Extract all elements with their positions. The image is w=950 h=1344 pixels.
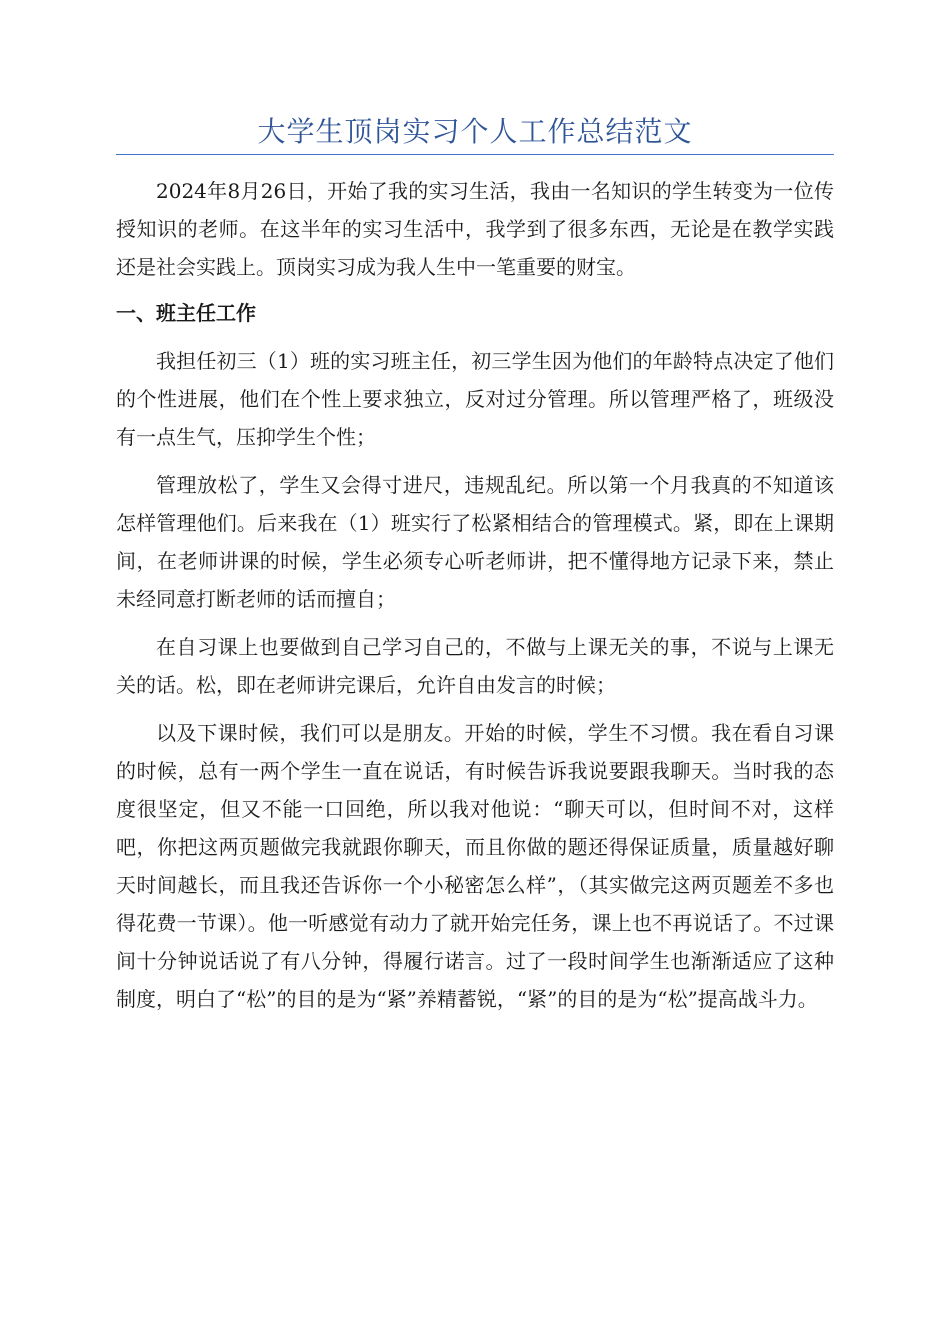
body-paragraph-1: 我担任初三（1）班的实习班主任，初三学生因为他们的年龄特点决定了他们的个性进展，他们在个性上要求独立，反对过分管理。所以管理严格了，班级没有一点生气，压抑学生个性；: [116, 349, 834, 449]
body-paragraph-4: 以及下课时候，我们可以是朋友。开始的时候，学生不习惯。我在看自习课的时候，总有一两个学生一直在说话，有时候告诉我说要跟我聊天。当时我的态度很坚定，但又不能一口回绝，所以我对他说：“聊天可以，但时间不对，这样吧，你把这两页题做完我就跟你聊天，而且你做的题还得保证质量，质量越好聊天时间越长，而且我还告诉你一个小秘密怎么样”，（其实做完这两页题差不多也得花费一节课）。他一听感觉有动力了就开始完任务，课上也不再说话了。不过课间十分钟说话说了有八分钟，得履行诺言。过了一段时间学生也渐渐适应了这种制度，明白了“松”的目的是为“紧”养精蓄锐，“紧”的目的是为“松”提高战斗力。: [116, 721, 834, 1011]
title-underline: [116, 154, 834, 155]
document-title: 大学生顶岗实习个人工作总结范文: [257, 115, 693, 148]
body-paragraph-2: 管理放松了，学生又会得寸进尺，违规乱纪。所以第一个月我真的不知道该怎样管理他们。后来我在（1）班实行了松紧相结合的管理模式。紧，即在上课期间，在老师讲课的时候，学生必须专心听老师讲，把不懂得地方记录下来，禁止未经同意打断老师的话而擅自；: [116, 473, 834, 611]
intro-paragraph: 2024年8月26日，开始了我的实习生活，我由一名知识的学生转变为一位传授知识的老师。在这半年的实习生活中，我学到了很多东西，无论是在教学实践还是社会实践上。顶岗实习成为我人生中一笔重要的财宝。: [116, 179, 834, 279]
body-paragraph-3: 在自习课上也要做到自己学习自己的，不做与上课无关的事，不说与上课无关的话。松，即在老师讲完课后，允许自由发言的时候；: [116, 635, 834, 697]
section-heading-class-teacher: 一、班主任工作: [116, 301, 256, 325]
document-body: [116, 172, 834, 1028]
